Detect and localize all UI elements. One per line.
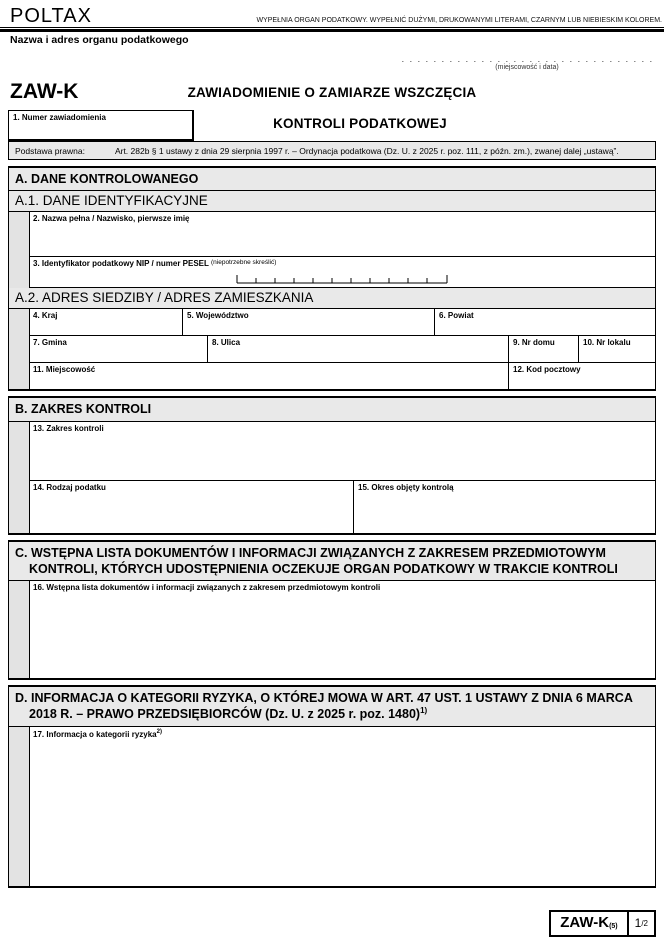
fill-instruction: WYPEŁNIA ORGAN PODATKOWY. WYPEŁNIĆ DUŻYMI, DRUKOWANYMI LITERAMI, CZARNYM LUB NIEBIESKIM KOLOREM. [256,17,662,24]
field-8-label: 8. Ulica [212,338,241,348]
footer-page-total: /2 [641,918,648,928]
header-rule [0,29,664,32]
left-margin-strip [9,581,30,678]
place-date-area [402,56,652,71]
left-margin-strip [9,727,30,886]
left-margin-strip [9,212,30,288]
field-3-label: 3. Identyfikator podatkowy NIP / numer PESEL $^{(niepotrzebne skreślić)}$ [33,259,277,269]
section-c [8,540,656,681]
place-date-line[interactable] [402,56,652,62]
field-16-input[interactable] [29,581,655,678]
top-header [0,0,664,46]
field-15-input[interactable] [353,481,655,533]
field-13-input[interactable] [29,422,655,480]
field-15-label: 15. Okres objęty kontrolą [358,482,454,492]
section-a2-fields [9,309,655,389]
section-b-header: B. ZAKRES KONTROLI [9,398,655,421]
org-address-label: Nazwa i adres organu podatkowego [10,34,189,46]
field-10-label: 10. Nr lokalu [583,338,631,348]
legal-basis-text: Art. 282b § 1 ustawy z dnia 29 sierpnia 1997 r. – Ordynacja podatkowa (Dz. U. z 2025 r. poz. 111, z późn. zm.), zwanej dalej „ustawą”. [114,145,619,156]
footer-form-code: ZAW-K(5) [560,914,618,931]
field-4-label: 4. Kraj [33,311,58,321]
field-6-input[interactable] [434,309,655,335]
field-row [29,481,655,533]
nip-pesel-digit-boxes[interactable] [236,273,448,284]
field-3-input[interactable] [29,257,655,287]
field-5-input[interactable] [182,309,434,335]
section-d-header: D. INFORMACJA O KATEGORII RYZYKA, O KTÓREJ MOWA W ART. 47 UST. 1 USTAWY Z DNIA 6 MARCA 2018 R. – PRAWO PRZEDSIĘBIORCÓW (Dz. U. z 2025 r. poz. 1480)$^{1)}$ [9,687,655,727]
section-d-fields [9,727,655,886]
form-title-line2: KONTROLI PODATKOWEJ [273,116,447,131]
field-17-label: 17. Informacja o kategorii ryzyka$^{2)}$ [33,728,162,739]
field-12-input[interactable] [508,363,655,389]
field-13-label: 13. Zakres kontroli [33,423,104,433]
field-7-label: 7. Gmina [33,338,67,348]
field-17-input[interactable] [29,727,655,886]
section-a1-header: A.1. DANE IDENTYFIKACYJNE [9,191,655,212]
section-c-fields [9,581,655,678]
field-5-label: 5. Województwo [187,311,249,321]
field-row [29,257,655,288]
field-row [29,422,655,481]
legal-basis-label: Podstawa prawna: [15,145,85,156]
top-header-row [0,0,664,28]
section-d-footnote-ref: 1) [420,706,428,716]
field-row [29,336,655,363]
field-14-input[interactable] [29,481,353,533]
field-4-input[interactable] [29,309,182,335]
footer-form-code-box [549,910,656,937]
place-date-caption: (miejscowość i data) [495,64,559,71]
section-a [8,166,656,391]
legal-basis-bar [8,141,656,160]
field-9-input[interactable] [508,336,578,362]
field-2-input[interactable] [29,212,655,256]
field-2-label: 2. Nazwa pełna / Nazwisko, pierwsze imię [33,214,190,224]
section-d [8,685,656,888]
left-margin-strip [9,422,30,533]
footer-page-number: 1 /2 [627,912,654,935]
field-row [29,212,655,257]
field-row [29,727,655,886]
poltax-logo: POLTAX [10,5,92,27]
field-6-label: 6. Powiat [439,311,474,321]
section-a1-fields [9,212,655,288]
section-b [8,396,656,534]
section-b-fields [9,422,655,533]
left-margin-strip [9,309,30,389]
field-12-label: 12. Kod pocztowy [513,365,581,375]
form-code: ZAW-K [10,80,79,103]
field-3-note: (niepotrzebne skreślić) [210,259,277,267]
field-row [29,309,655,336]
form-title-line1: ZAWIADOMIENIE O ZAMIARZE WSZCZĘCIA [187,85,477,100]
field-17-footnote-ref: 2) [156,728,162,735]
section-c-header: C. WSTĘPNA LISTA DOKUMENTÓW I INFORMACJI ZWIĄZANYCH Z ZAKRESEM PRZEDMIOTOWYM KONTROLI, KTÓRYCH UDOSTĘPNIENIA OCZEKUJE ORGAN PODATKOWY W TRAKCIE KONTROLI [9,542,655,582]
section-a-header: A. DANE KONTROLOWANEGO [9,168,655,191]
field-8-input[interactable] [207,336,508,362]
notice-number-label: 1. Numer zawiadomienia [13,113,106,122]
form-body [8,166,656,888]
field-9-label: 9. Nr domu [513,338,555,348]
field-11-label: 11. Miejscowość [33,365,96,375]
field-7-input[interactable] [29,336,207,362]
field-row [29,581,655,678]
field-16-label: 16. Wstępna lista dokumentów i informacji związanych z zakresem przedmiotowym kontroli [33,583,381,592]
field-14-label: 14. Rodzaj podatku [33,482,106,492]
section-a2-header: A.2. ADRES SIEDZIBY / ADRES ZAMIESZKANIA [9,288,655,309]
footer-form-version: (5) [609,923,618,930]
field-10-input[interactable] [578,336,655,362]
field-11-input[interactable] [29,363,508,389]
field-row [29,363,655,389]
